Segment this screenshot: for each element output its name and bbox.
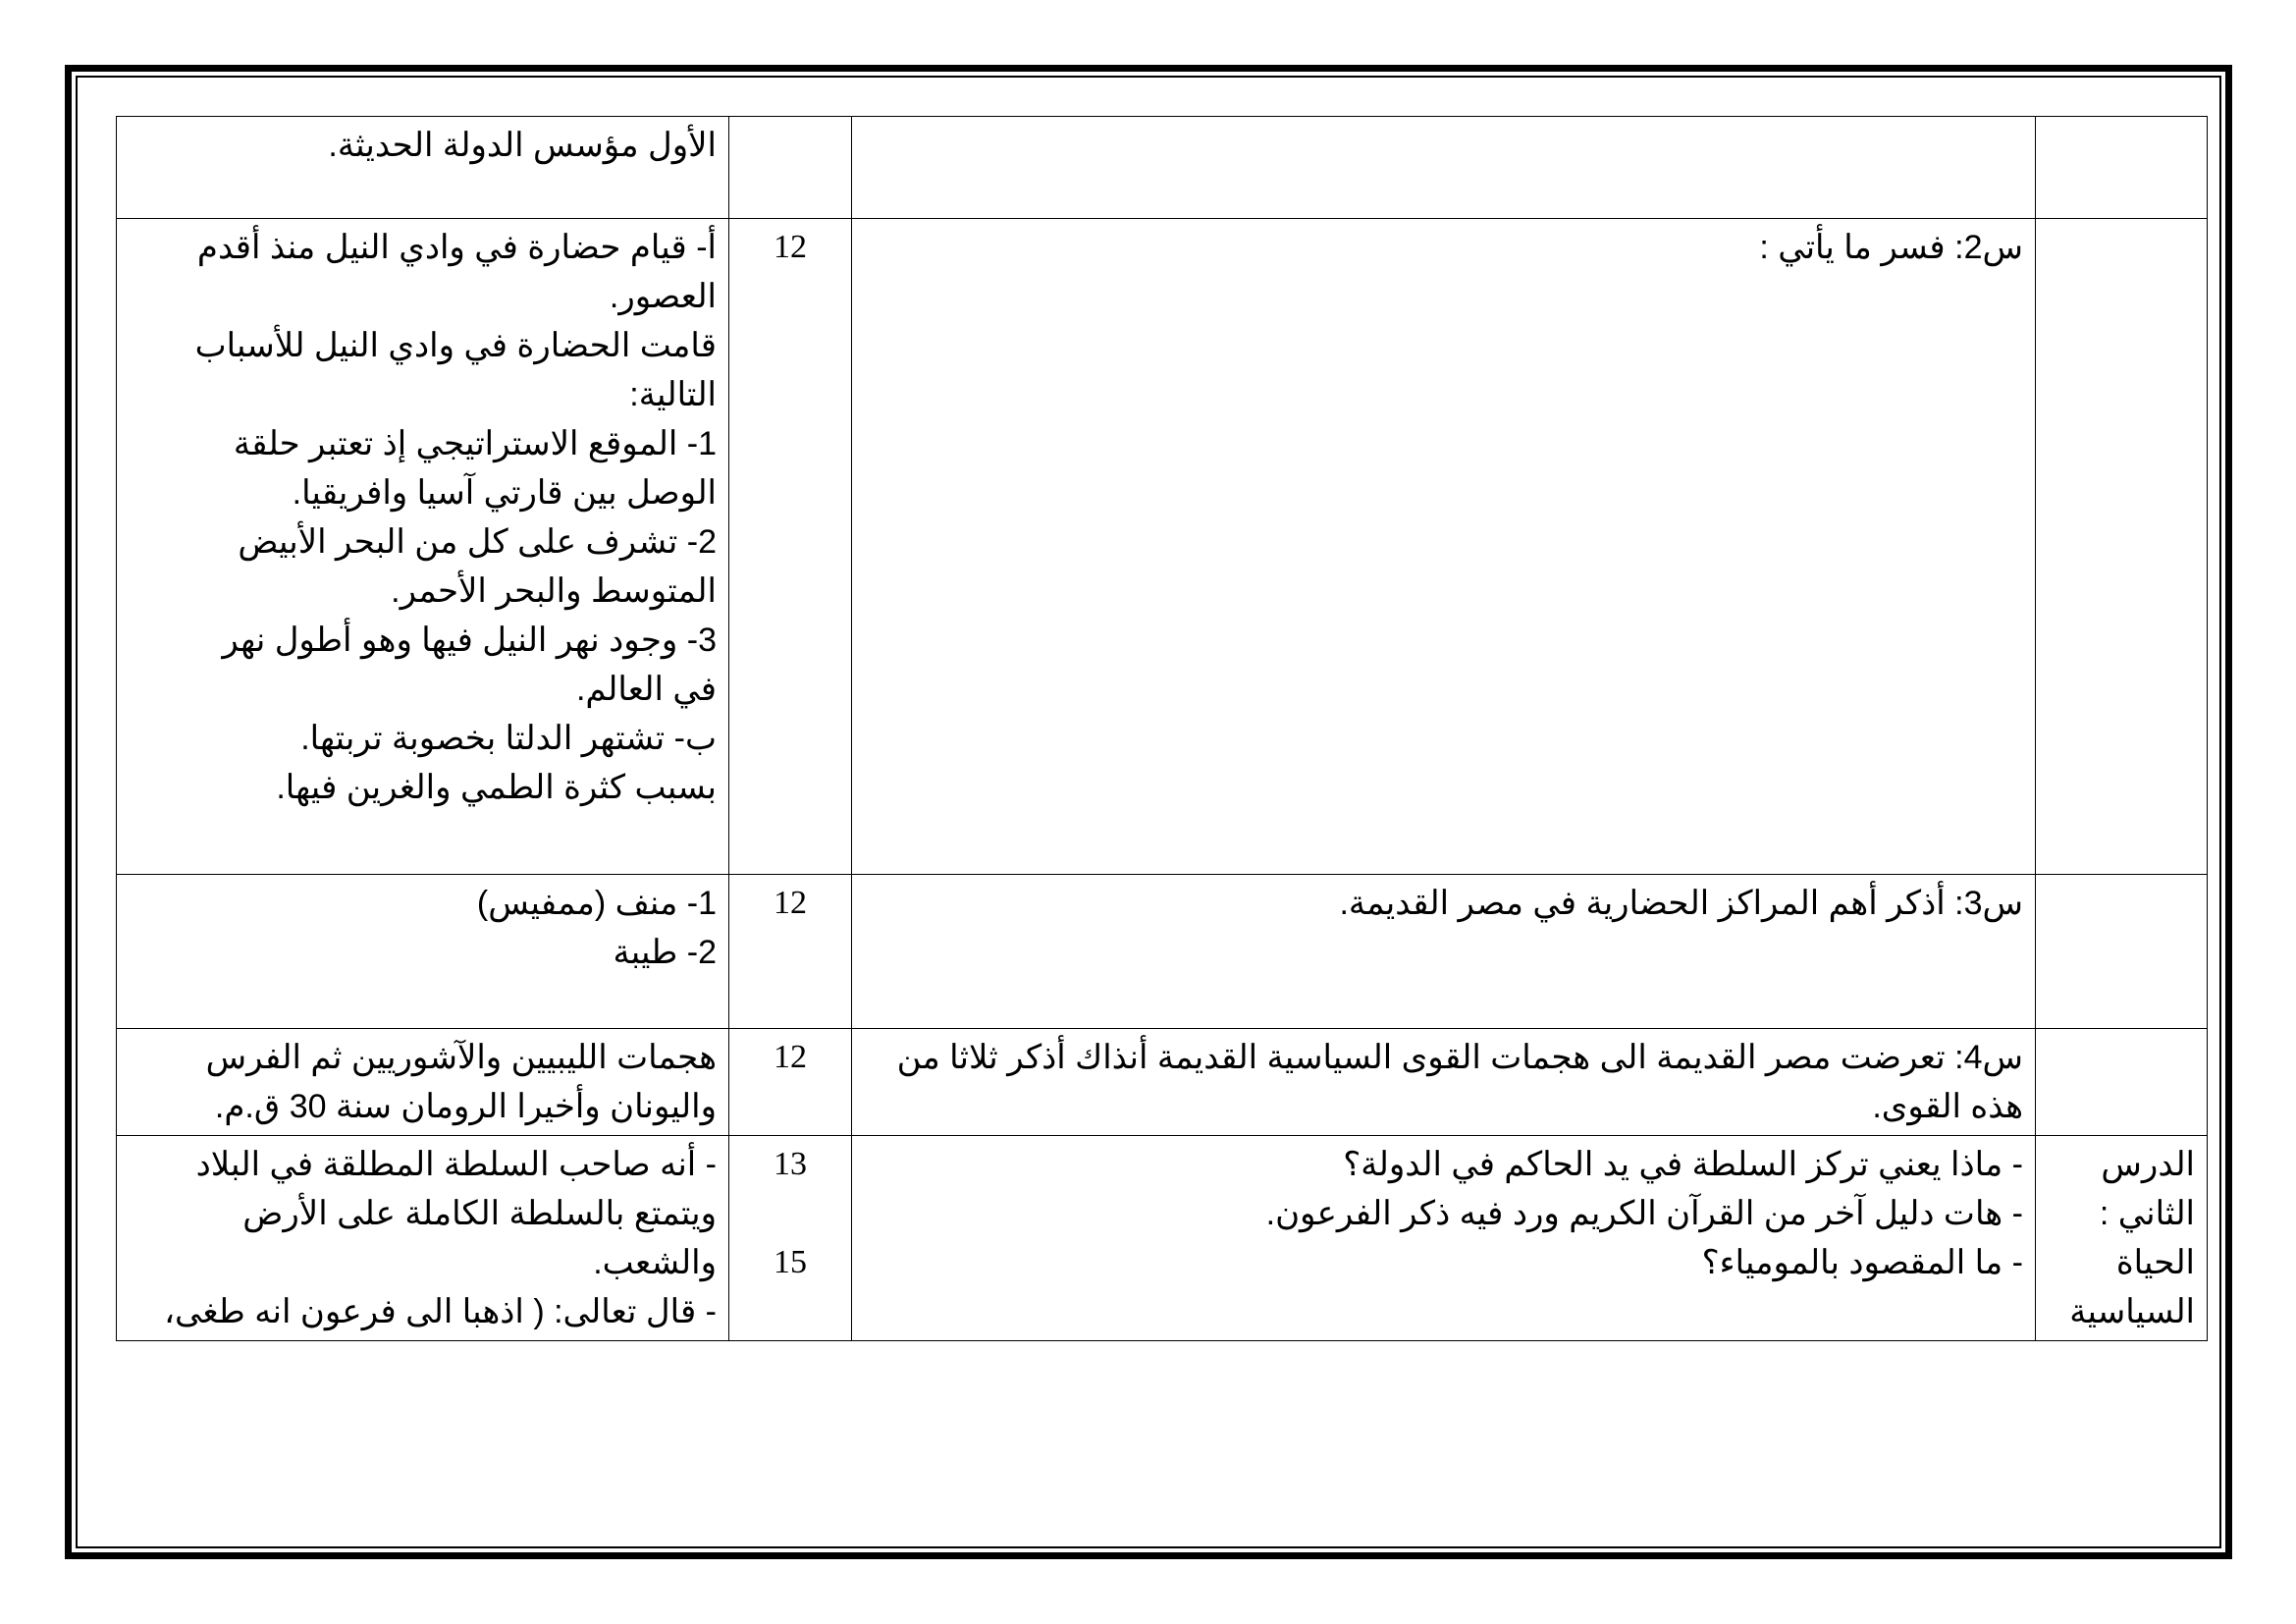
answer-line: واليونان وأخيرا الرومان سنة 30 ق.م. [214, 1088, 717, 1125]
question-line: س2: فسر ما يأتي : [1759, 229, 2023, 266]
answer-line: - قال تعالى: ( اذهبا الى فرعون انه طغى، [164, 1293, 717, 1330]
question-line: - ما المقصود بالمومياء؟ [1701, 1244, 2023, 1281]
page-number-spacer [741, 1189, 839, 1238]
page-number-cell [729, 1029, 852, 1136]
question-cell [852, 1029, 2036, 1136]
answer-line: 2- طيبة [613, 934, 717, 971]
answer-line: العصور. [609, 278, 717, 315]
lesson-title-line: الثاني : [2099, 1195, 2195, 1232]
page-number: 15 [774, 1244, 807, 1280]
answer-line: 1- منف (ممفيس) [476, 885, 717, 922]
answer-line: 1- الموقع الاستراتيجي إذ تعتبر حلقة [233, 425, 717, 462]
page-number-cell [729, 117, 852, 219]
question-line: - ماذا يعني تركز السلطة في يد الحاكم في الدولة؟ [1343, 1146, 2023, 1183]
table-row [117, 875, 2208, 1029]
table-row [117, 1029, 2208, 1136]
answer-line: قامت الحضارة في وادي النيل للأسباب [194, 327, 717, 364]
answer-cell [117, 219, 729, 875]
table-row [117, 117, 2208, 219]
lesson-cell [2036, 875, 2208, 1029]
table-row [117, 219, 2208, 875]
question-cell [852, 219, 2036, 875]
question-cell [852, 1136, 2036, 1341]
lesson-cell [2036, 1136, 2208, 1341]
question-cell [852, 117, 2036, 219]
lesson-cell [2036, 117, 2208, 219]
answer-cell [117, 1136, 729, 1341]
answer-line: بسبب كثرة الطمي والغرين فيها. [276, 769, 717, 806]
answer-line: ويتمتع بالسلطة الكاملة على الأرض [242, 1195, 717, 1232]
answer-line: التالية: [629, 376, 717, 413]
question-line: - هات دليل آخر من القرآن الكريم ورد فيه ذكر الفرعون. [1265, 1195, 2023, 1232]
table-row [117, 1136, 2208, 1341]
page-number: 12 [774, 885, 807, 921]
page-number: 13 [774, 1146, 807, 1182]
questions-answers-table [116, 116, 2208, 1341]
page-number: 12 [774, 1039, 807, 1075]
page-number: 12 [774, 229, 807, 265]
page-number-cell [729, 219, 852, 875]
page-number-cell [729, 1136, 852, 1341]
question-line: س4: تعرضت مصر القديمة الى هجمات القوى السياسية القديمة أنذاك أذكر ثلاثا من [896, 1039, 2023, 1076]
page-number-cell [729, 875, 852, 1029]
answer-line: - أنه صاحب السلطة المطلقة في البلاد [195, 1146, 717, 1183]
answer-line: المتوسط والبحر الأحمر. [391, 572, 717, 610]
lesson-title-line: الدرس [2101, 1146, 2195, 1183]
question-line: س3: أذكر أهم المراكز الحضارية في مصر القديمة. [1339, 885, 2023, 922]
answer-line: أ- قيام حضارة في وادي النيل منذ أقدم [196, 229, 717, 266]
lesson-cell [2036, 219, 2208, 875]
question-line: هذه القوى. [1872, 1088, 2023, 1125]
answer-line: 2- تشرف على كل من البحر الأبيض [238, 523, 717, 561]
answer-line: الأول مؤسس الدولة الحديثة. [328, 127, 717, 164]
lesson-cell [2036, 1029, 2208, 1136]
answer-cell [117, 1029, 729, 1136]
answer-line: في العالم. [575, 671, 717, 708]
answer-line: والشعب. [593, 1244, 717, 1281]
answer-cell [117, 875, 729, 1029]
answer-line: الوصل بين قارتي آسيا وافريقيا. [292, 474, 717, 512]
lesson-title-line: الحياة [2115, 1244, 2195, 1281]
lesson-title-line: السياسية [2069, 1293, 2195, 1330]
answer-cell [117, 117, 729, 219]
answer-line: هجمات الليبيين والآشوريين ثم الفرس [205, 1039, 717, 1076]
answer-line: 3- وجود نهر النيل فيها وهو أطول نهر [222, 622, 717, 659]
question-cell [852, 875, 2036, 1029]
answer-line: ب- تشتهر الدلتا بخصوبة تربتها. [300, 720, 717, 757]
